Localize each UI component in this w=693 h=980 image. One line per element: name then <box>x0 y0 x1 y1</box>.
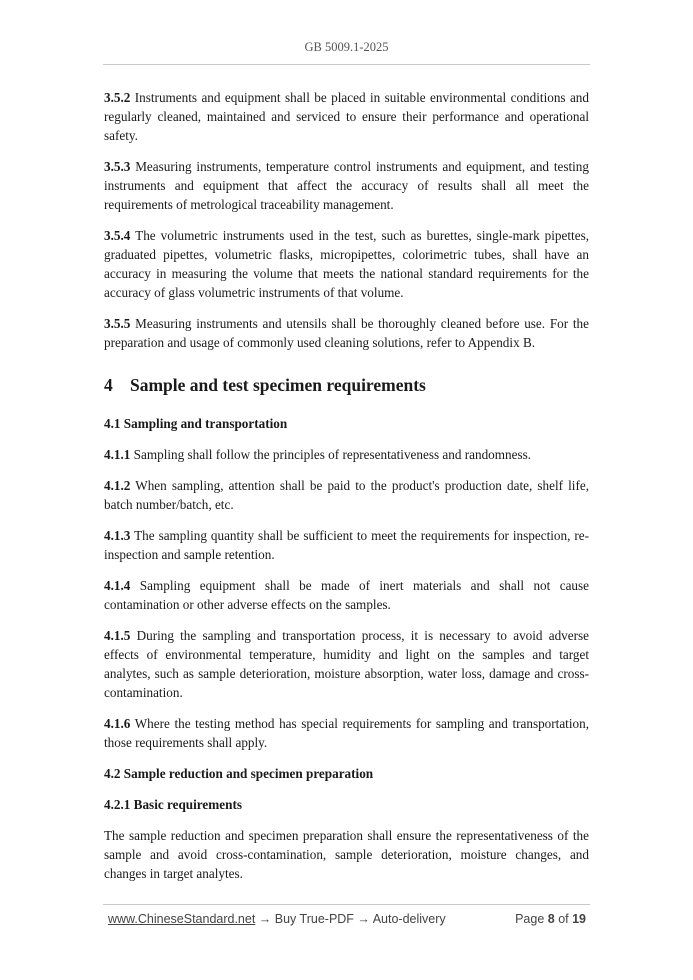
clause-text: Where the testing method has special requirements for sampling and transportation, those requirements shall apply. <box>104 716 589 750</box>
clause-text: Sampling equipment shall be made of inert materials and shall not cause contamination or other adverse effects on the samples. <box>104 578 589 612</box>
clause-4-1-4 <box>104 576 589 614</box>
clause-3-5-2 <box>104 88 589 145</box>
clause-4-1-2 <box>104 476 589 514</box>
clause-number: 4.1.1 <box>104 447 131 462</box>
page-label: Page <box>515 912 548 926</box>
clause-number: 4.1.6 <box>104 716 131 731</box>
clause-text: Measuring instruments, temperature control instruments and equipment, and testing instruments and equipment that affect the accuracy of results shall all meet the requirements of metrological traceability management. <box>104 159 589 212</box>
clause-text: Measuring instruments and utensils shall be thoroughly cleaned before use. For the preparation and usage of commonly used cleaning solutions, refer to Appendix B. <box>104 316 589 350</box>
footer-tagline: → Buy True-PDF → Auto-delivery <box>255 912 446 926</box>
clause-text: During the sampling and transportation process, it is necessary to avoid adverse effects of environmental temperature, humidity and light on the samples and target analytes, such as sample deterioration, moisture absorption, water loss, damage and cross-contamination. <box>104 628 589 700</box>
clause-number: 4.1.2 <box>104 478 131 493</box>
clause-text: Sampling shall follow the principles of representativeness and randomness. <box>130 447 532 462</box>
section-heading-4 <box>104 374 589 396</box>
page-indicator <box>515 912 586 926</box>
clause-4-1-1 <box>104 445 589 464</box>
clause-4-1-6 <box>104 714 589 752</box>
section-title: Sample and test specimen requirements <box>130 375 426 395</box>
footer-divider <box>103 904 590 905</box>
footer-left <box>108 912 446 926</box>
subsection-heading-4-2-1: 4.2.1 Basic requirements <box>104 797 242 812</box>
page-number: 8 <box>547 912 555 926</box>
subsection-heading-4-2: 4.2 Sample reduction and specimen preparation <box>104 766 374 781</box>
clause-4-1-3 <box>104 526 589 564</box>
clause-text: The sampling quantity shall be sufficient to meet the requirements for inspection, re-inspection and sample retention. <box>104 528 589 562</box>
page-header: GB 5009.1-2025 <box>304 40 389 54</box>
clause-number: 3.5.2 <box>104 90 131 105</box>
clause-number: 4.1.3 <box>104 528 131 543</box>
section-number: 4 <box>104 375 113 395</box>
of-label: of <box>554 912 573 926</box>
clause-3-5-4 <box>104 226 589 302</box>
page-total: 19 <box>572 912 586 926</box>
clause-number: 4.1.4 <box>104 578 131 593</box>
clause-text: The volumetric instruments used in the test, such as burettes, single-mark pipettes, graduated pipettes, volumetric flasks, micropipettes, colorimetric tubes, shall have an accuracy in measuring the volume that meets the national standard requirements for the accuracy of glass volumetric instruments of that volume. <box>104 228 589 300</box>
document-body <box>104 88 589 895</box>
clause-number: 4.1.5 <box>104 628 131 643</box>
clause-number: 3.5.5 <box>104 316 131 331</box>
page-footer <box>108 912 586 932</box>
clause-text: Instruments and equipment shall be placed in suitable environmental conditions and regularly cleaned, maintained and serviced to ensure their performance and operational safety. <box>104 90 589 143</box>
clause-text: When sampling, attention shall be paid to the product's production date, shelf life, batch number/batch, etc. <box>104 478 589 512</box>
clause-4-1-5 <box>104 626 589 702</box>
clause-4-2-1-text: The sample reduction and specimen preparation shall ensure the representativeness of the sample and avoid cross-contamination, sample deterioration, moisture changes, and changes in target analytes. <box>104 828 589 881</box>
clause-number: 3.5.4 <box>104 228 131 243</box>
clause-3-5-3 <box>104 157 589 214</box>
clause-3-5-5 <box>104 314 589 352</box>
site-link[interactable]: www.ChineseStandard.net <box>108 912 256 926</box>
clause-number: 3.5.3 <box>104 159 131 174</box>
subsection-heading-4-1: 4.1 Sampling and transportation <box>104 416 288 431</box>
header-divider <box>103 64 590 65</box>
